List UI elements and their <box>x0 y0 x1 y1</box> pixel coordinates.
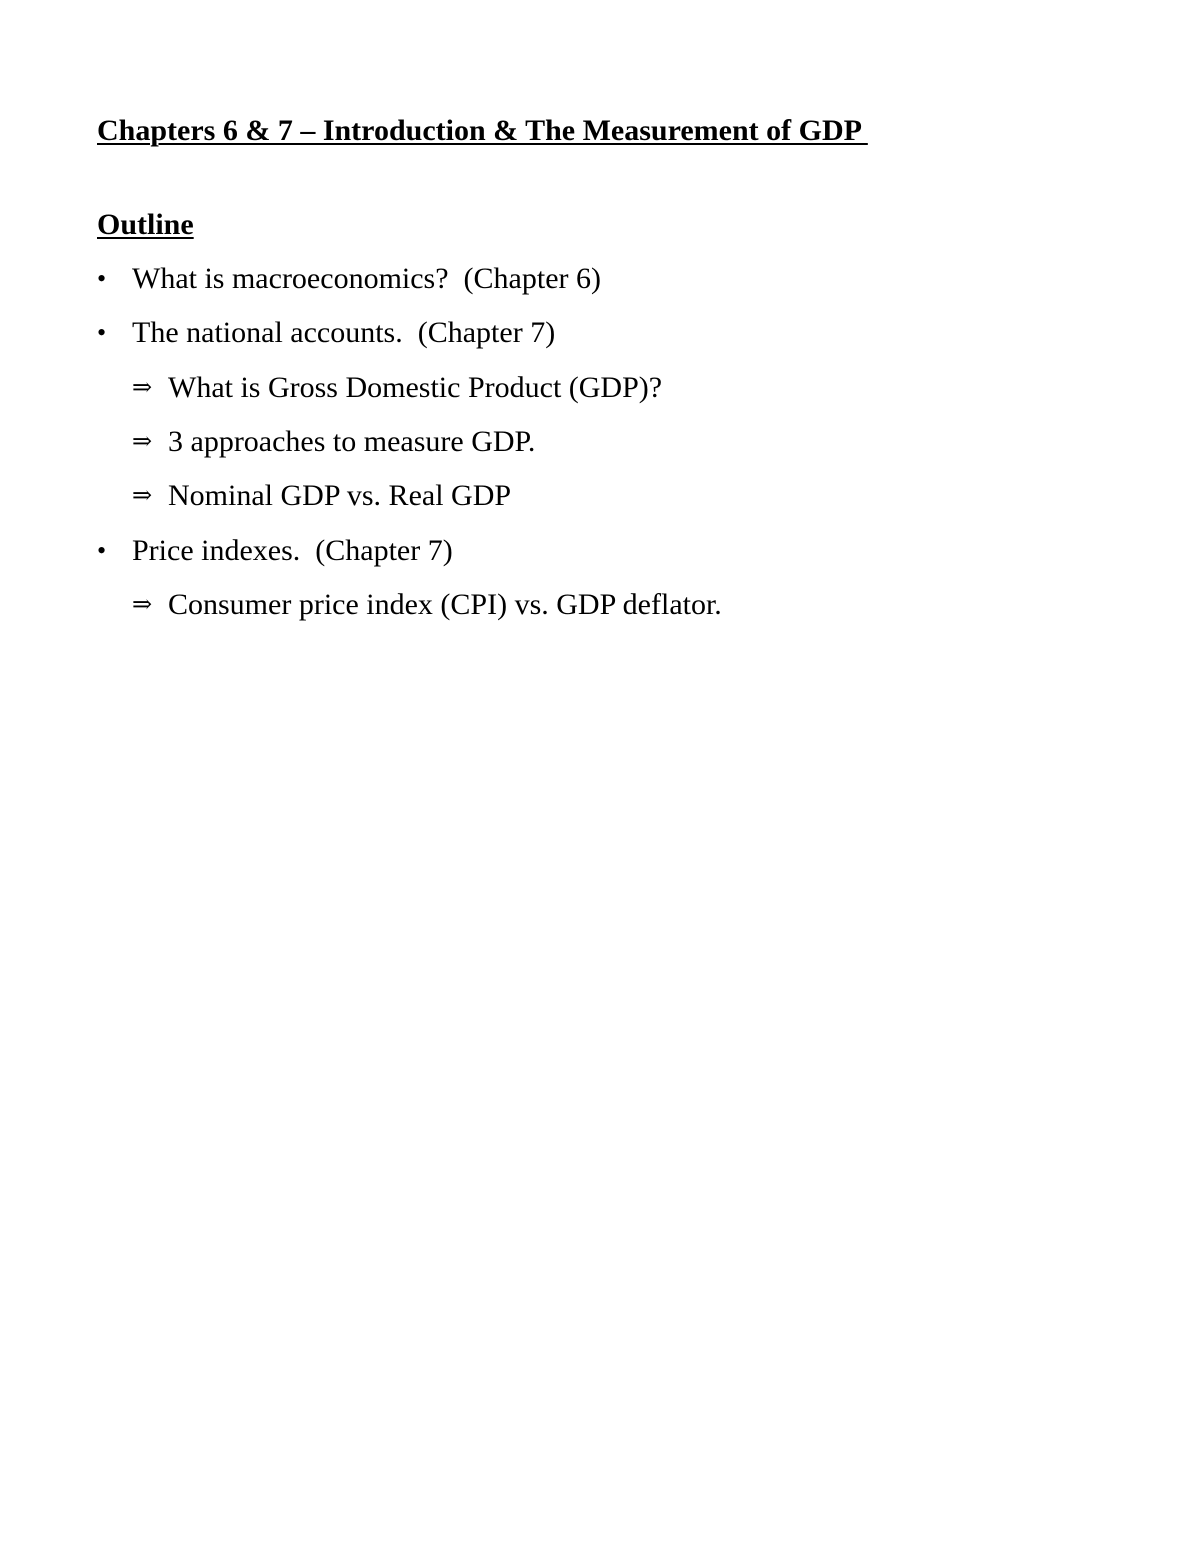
document-title: Chapters 6 & 7 – Introduction & The Measurement of GDP <box>97 114 868 147</box>
arrow-right-icon: ⇒ <box>132 429 153 455</box>
bullet-icon: • <box>97 264 107 293</box>
outline-item: The national accounts. (Chapter 7) <box>132 316 556 349</box>
outline-subitem: Consumer price index (CPI) vs. GDP deflator. <box>168 588 722 621</box>
outline-subitem: Nominal GDP vs. Real GDP <box>168 479 512 512</box>
arrow-right-icon: ⇒ <box>132 375 153 401</box>
arrow-right-icon: ⇒ <box>132 592 153 618</box>
outline-item: Price indexes. (Chapter 7) <box>132 534 453 567</box>
bullet-icon: • <box>97 318 107 347</box>
outline-heading: Outline <box>97 208 194 241</box>
bullet-icon: • <box>97 536 107 565</box>
outline-item: What is macroeconomics? (Chapter 6) <box>132 262 601 295</box>
outline-subitem: What is Gross Domestic Product (GDP)? <box>168 371 663 404</box>
outline-subitem: 3 approaches to measure GDP. <box>168 425 536 458</box>
arrow-right-icon: ⇒ <box>132 483 153 509</box>
